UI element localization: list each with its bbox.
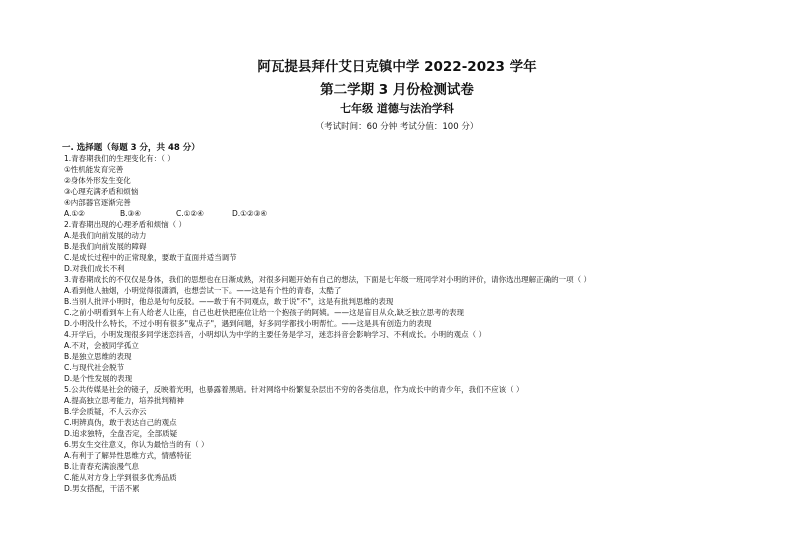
q3-option: C.之前小明看到车上有人给老人让座，自己也赶快把座位让给一个抱孩子的阿姨。——这是盲目从众,缺乏独立思考的表现 <box>64 308 465 317</box>
q4-stem: 4.开学后，小明发现很多同学迷恋抖音，小明却认为中学的主要任务是学习，迷恋抖音会影响学习、不利成长。小明的观点（ ） <box>64 330 487 339</box>
q1-item: ③心理充满矛盾和烦恼 <box>64 187 139 196</box>
q2-option: C.是成长过程中的正常现象，要敢于直面并适当调节 <box>64 253 237 262</box>
q6-stem: 6.男女生交往意义，你认为最恰当的有（ ） <box>64 440 209 449</box>
q6-option: D.男女搭配，干活不累 <box>64 484 140 493</box>
q1-option: A.①② <box>64 209 85 218</box>
q4-option: A.不对，会被同学孤立 <box>64 341 139 350</box>
q5-option: B.学会质疑，不人云亦云 <box>64 407 147 416</box>
q2-option: D.对我们成长不利 <box>64 264 125 273</box>
q1-item: ①性机能发育完善 <box>64 165 124 174</box>
q5-option: A.提高独立思考能力，培养批判精神 <box>64 396 184 405</box>
q5-option: D.追求独特，全盘否定，全部质疑 <box>64 429 178 438</box>
q1-item: ④内部器官逐渐完善 <box>64 198 131 207</box>
q2-option: A.是我们向前发展的动力 <box>64 231 147 240</box>
q1-option: C.①②④ <box>176 209 204 218</box>
question-list <box>64 153 764 494</box>
q6-option: A.有利于了解异性思维方式，情感特征 <box>64 451 192 460</box>
exam-title-line1: 阿瓦提县拜什艾日克镇中学 2022-2023 学年 <box>257 59 537 75</box>
q4-option: D.是个性发展的表现 <box>64 374 133 383</box>
q3-option: D.小明没什么特长，不过小明有很多"鬼点子"，遇到问题，好多同学都找小明帮忙。——这是具有创造力的表现 <box>64 319 432 328</box>
q1-stem: 1.青春期我们的生理变化有：（ ） <box>64 154 175 163</box>
section-title: 一. 选择题（每题 3 分，共 48 分） <box>62 143 200 153</box>
q5-stem: 5.公共传媒是社会的镜子，反映着光明，也暴露着黑暗。针对网络中纷繁复杂层出不穷的各类信息，作为成长中的青少年，我们不应该（ ） <box>64 385 524 394</box>
q6-option: C.能从对方身上学到很多优秀品质 <box>64 473 177 482</box>
exam-info: （考试时间：60 分钟 考试分值：100 分） <box>315 122 479 132</box>
q1-option: D.①②③④ <box>232 209 268 218</box>
q2-option: B.是我们向前发展的障碍 <box>64 242 147 251</box>
q4-option: B.是独立思维的表现 <box>64 352 132 361</box>
q6-option: B.让青春充满浪漫气息 <box>64 462 140 471</box>
q1-options <box>64 208 764 219</box>
q5-option: C.明辨真伪，敢于表达自己的观点 <box>64 418 177 427</box>
q3-option: B.当别人批评小明时，他总是句句反驳。——敢于有不同观点，敢于说"不"，这是有批判思维的表现 <box>64 297 394 306</box>
q3-stem: 3.青春期成长的不仅仅是身体，我们的思想也在日渐成熟，对很多问题开始有自己的想法，下面是七年级一班同学对小明的评价，请你选出理解正确的一项（ ） <box>64 275 592 284</box>
q2-stem: 2.青春期出现的心理矛盾和烦恼（ ） <box>64 220 187 229</box>
exam-subject: 七年级 道德与法治学科 <box>340 102 454 115</box>
exam-title-line2: 第二学期 3 月份检测试卷 <box>320 82 474 98</box>
q3-option: A.看到他人抽烟，小明觉得很潇洒，也想尝试一下。——这是有个性的青春，太酷了 <box>64 286 342 295</box>
q1-item: ②身体外形发生变化 <box>64 176 131 185</box>
q4-option: C.与现代社会脱节 <box>64 363 125 372</box>
q1-option: B.③④ <box>120 209 141 218</box>
